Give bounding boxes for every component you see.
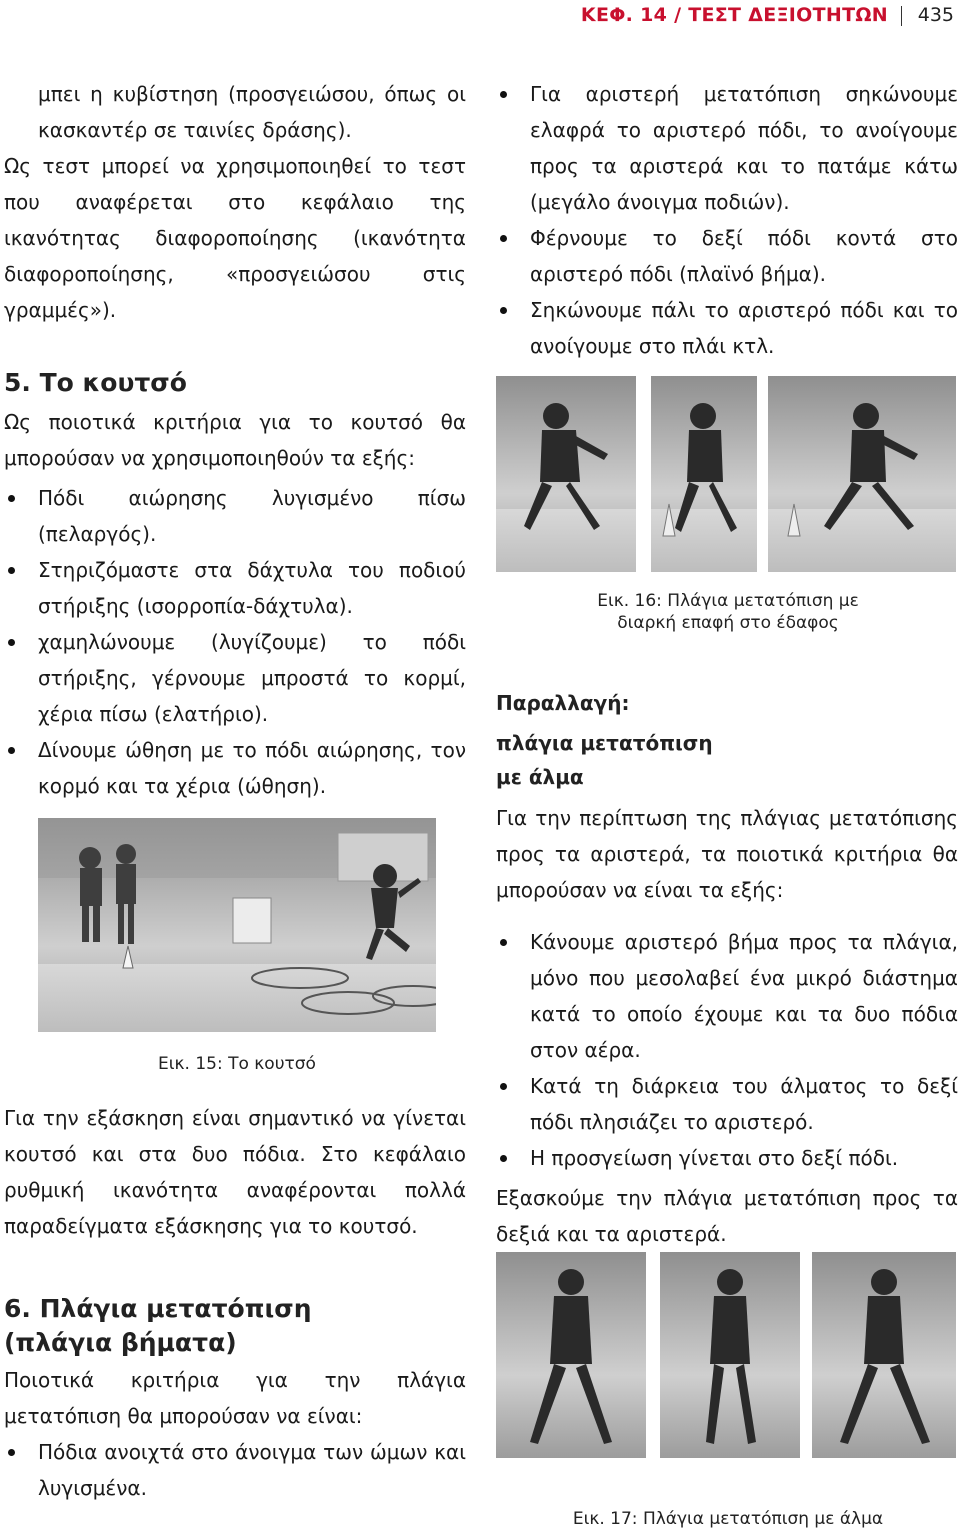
figure-16-photo-1 bbox=[496, 376, 636, 572]
list-item: Η προσγείωση γίνεται στο δεξί πόδι. bbox=[496, 1140, 958, 1176]
figure-16-photo-2 bbox=[651, 376, 757, 572]
section-heading: 5. Το κουτσό bbox=[4, 368, 187, 397]
list-item: Πόδια ανοιχτά στο άνοιγμα των ώμων και λυγισμένα. bbox=[4, 1434, 466, 1506]
figure-15-caption: Εικ. 15: Το κουτσό bbox=[158, 1054, 316, 1074]
paragraph: μπει η κυβίστηση (προσγειώσου, όπως οι κασκαντέρ σε ταινίες δράσης). bbox=[38, 82, 466, 142]
caption-line: Εικ. 16: Πλάγια μετατόπιση με bbox=[597, 591, 859, 611]
paragraph: Για την περίπτωση της πλάγιας μετατόπισης προς τα αριστερά, τα ποιοτικά κριτήρια θα μπορούσαν να είναι τα εξής: bbox=[496, 806, 958, 902]
caption-line: διαρκή επαφή στο έδαφος bbox=[617, 613, 839, 633]
list-item: Στηριζόμαστε στα δάχτυλα του ποδιού στήριξης (ισορροπία-δάχτυλα). bbox=[4, 552, 466, 624]
figure-15-photo bbox=[38, 818, 436, 1032]
paragraph: Εξασκούμε την πλάγια μετατόπιση προς τα δεξιά και τα αριστερά. bbox=[496, 1186, 958, 1246]
list-item: Κάνουμε αριστερό βήμα προς τα πλάγια, μόνο που μεσολαβεί ένα μικρό διάστημα κατά το οποίο έχουμε και τα δυο πόδια στον αέρα. bbox=[496, 924, 958, 1068]
figure-17-photo-1 bbox=[496, 1252, 646, 1458]
variation-title: με άλμα bbox=[496, 765, 584, 789]
chapter-title: ΚΕΦ. 14 / ΤΕΣΤ ΔΕΞΙΟΤΗΤΩΝ bbox=[580, 4, 888, 26]
bullet-list bbox=[496, 76, 958, 364]
figure-16-caption bbox=[500, 590, 956, 634]
list-item: Φέρνουμε το δεξί πόδι κοντά στο αριστερό πόδι (πλαϊνό βήμα). bbox=[496, 220, 958, 292]
variation-title: πλάγια μετατόπιση bbox=[496, 731, 713, 755]
paragraph: Ποιοτικά κριτήρια για την πλάγια μετατόπιση θα μπορούσαν να είναι: bbox=[4, 1368, 466, 1428]
list-item: Για αριστερή μετατόπιση σηκώνουμε ελαφρά το αριστερό πόδι, το ανοίγουμε προς τα αριστερά και το πατάμε κάτω (μεγάλο άνοιγμα ποδιών). bbox=[496, 76, 958, 220]
list-item: Πόδι αιώρησης λυγισμένο πίσω (πελαργός). bbox=[4, 480, 466, 552]
bullet-list bbox=[496, 924, 958, 1176]
header-divider bbox=[901, 6, 902, 26]
list-item: Σηκώνουμε πάλι το αριστερό πόδι και το ανοίγουμε στο πλάι κτλ. bbox=[496, 292, 958, 364]
section-heading: (πλάγια βήματα) bbox=[4, 1328, 237, 1357]
bullet-list bbox=[4, 1434, 466, 1506]
list-item: Δίνουμε ώθηση με το πόδι αιώρησης, τον κορμό και τα χέρια (ώθηση). bbox=[4, 732, 466, 804]
figure-16-photo-3 bbox=[768, 376, 956, 572]
page-header bbox=[0, 0, 960, 32]
right-column bbox=[496, 76, 958, 364]
right-column-lower bbox=[496, 686, 958, 1252]
left-column bbox=[4, 76, 466, 804]
paragraph: Ως ποιοτικά κριτήρια για το κουτσό θα μπορούσαν να χρησιμοποιηθούν τα εξής: bbox=[4, 410, 466, 470]
variation-label: Παραλλαγή: bbox=[496, 691, 630, 715]
list-item: χαμηλώνουμε (λυγίζουμε) το πόδι στήριξης, γέρνουμε μπροστά το κορμί, χέρια πίσω (ελατήριο). bbox=[4, 624, 466, 732]
bullet-list bbox=[4, 480, 466, 804]
paragraph: Για την εξάσκηση είναι σημαντικό να γίνεται κουτσό και στα δυο πόδια. Στο κεφάλαιο ρυθμική ικανότητα αναφέρονται πολλά παραδείγματα εξάσκησης για το κουτσό. bbox=[4, 1106, 466, 1238]
paragraph: Ως τεστ μπορεί να χρησιμοποιηθεί το τεστ που αναφέρεται στο κεφάλαιο της ικανότητας διαφοροποίησης (ικανότητα διαφοροποίησης, «προσγειώσου στις γραμμές»). bbox=[4, 154, 466, 322]
figure-17-photo-2 bbox=[660, 1252, 800, 1458]
page-number: 435 bbox=[917, 4, 954, 26]
list-item: Κατά τη διάρκεια του άλματος το δεξί πόδι πλησιάζει το αριστερό. bbox=[496, 1068, 958, 1140]
left-column-lower bbox=[4, 1100, 466, 1506]
figure-17-photo-3 bbox=[812, 1252, 956, 1458]
figure-17-caption: Εικ. 17: Πλάγια μετατόπιση με άλμα bbox=[572, 1509, 884, 1529]
section-heading: 6. Πλάγια μετατόπιση bbox=[4, 1294, 312, 1323]
